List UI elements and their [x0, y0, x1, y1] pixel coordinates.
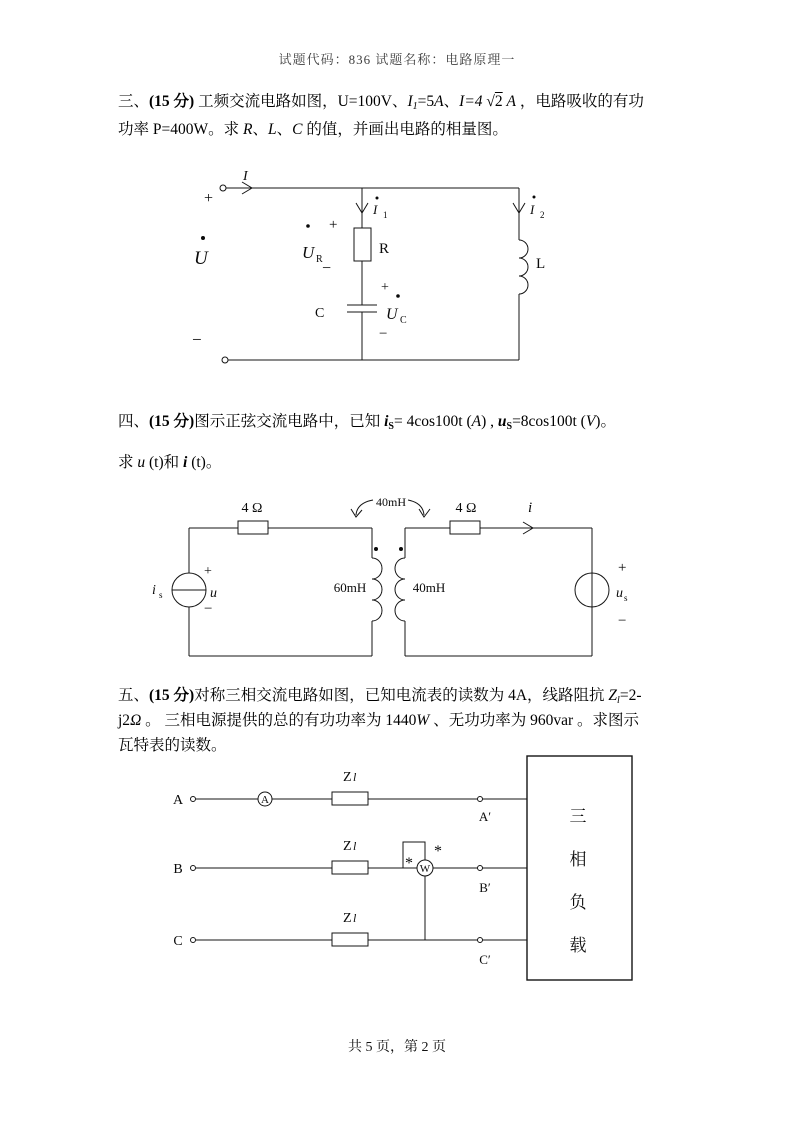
q5-wattmeter-letter: W — [419, 863, 431, 875]
q5-label-zl-b: Z — [343, 839, 352, 854]
q5-label-zl-c: Z — [343, 911, 352, 926]
q3-label-UC-sub: C — [400, 315, 407, 326]
q5-label-zl-a-sub: l — [353, 770, 357, 784]
q3-phasor-dot-I2 — [533, 196, 536, 199]
q3-label-UR-sub: R — [316, 254, 323, 265]
q3-label-U: U — [194, 248, 208, 269]
q5-statement-line-3: 瓦特表的读数。 — [118, 737, 227, 754]
q4-label-minus-right: − — [618, 613, 627, 629]
q3-inductor-coil — [519, 240, 528, 294]
q3-label-I1: I — [373, 202, 378, 217]
q3-phasor-dot-UC — [396, 294, 400, 298]
q5-load-char-4: 载 — [569, 936, 587, 955]
q5-circuit-diagram — [168, 750, 673, 995]
q4-primary-coil — [372, 558, 382, 621]
q4-label-l2: 40mH — [412, 580, 446, 595]
q3-label-I1-sub: 1 — [383, 210, 388, 220]
q5-label-zl-a: Z — [343, 770, 352, 785]
q3-label-minus-UR: − — [322, 260, 332, 277]
q3-label-I2-sub: 2 — [540, 210, 545, 220]
q3-label-plus-source: + — [204, 190, 214, 207]
q4-label-minus-left: − — [204, 601, 213, 617]
q4-wires — [189, 528, 592, 656]
q4-label-us-sub: s — [624, 593, 628, 603]
q5-load-char-2: 相 — [569, 850, 587, 869]
q3-label-plus-UR: + — [329, 217, 338, 233]
q4-secondary-coil — [395, 558, 405, 621]
q3-label-UR: U — [302, 243, 315, 262]
q5-statement-line-2: j2Ω 。 三相电源提供的总的有功功率为 1440W 、无功功率为 960var 。求图示 — [118, 712, 640, 729]
q4-label-is: i — [152, 583, 156, 598]
q4-statement-line-1: 四、(15 分)图示正弦交流电路中，已知 $i_S= 4\cos 100t$ (A) , $u_S=8\cos 100t$ (V)。 — [118, 413, 616, 432]
q5-node-c-prime — [478, 938, 483, 943]
q4-coupling-dot-right — [399, 547, 403, 551]
q5-impedance-a-body — [332, 792, 368, 805]
q5-ammeter-letter: A — [261, 794, 269, 806]
q4-resistor2-body — [450, 521, 480, 534]
q4-mutual-arrow-right — [408, 500, 430, 517]
q4-label-plus-left: + — [204, 564, 212, 579]
q5-impedance-b-body — [332, 861, 368, 874]
q5-star-voltage-coil: * — [434, 843, 442, 860]
q3-statement-line-2: 功率 P=400W。求 R、L、C 的值，并画出电路的相量图。 — [118, 121, 508, 138]
q3-phasor-dot-UR — [306, 224, 310, 228]
q5-label-node-a: A′ — [478, 809, 492, 824]
q4-label-mutual: 40mH — [376, 495, 406, 509]
q4-label-us: u — [616, 586, 623, 601]
q4-coupling-dot-left — [374, 547, 378, 551]
q3-label-R: R — [379, 241, 390, 257]
q5-label-node-b: B′ — [479, 880, 491, 895]
q4-label-r1: 4 Ω — [241, 501, 263, 516]
page-footer: 共 5 页，第 2 页 — [348, 1040, 446, 1055]
q4-label-u: u — [210, 586, 217, 601]
q4-label-r2: 4 Ω — [455, 501, 477, 516]
q5-label-zl-b-sub: l — [353, 839, 357, 853]
q5-terminal-b — [191, 866, 196, 871]
q4-mutual-arrow-left — [351, 500, 373, 517]
q3-phasor-dot-U — [201, 236, 205, 240]
q4-label-plus-right: + — [618, 560, 627, 576]
q4-resistor1-body — [238, 521, 268, 534]
q5-label-zl-c-sub: l — [353, 911, 357, 925]
q4-label-i: i — [528, 500, 533, 516]
q5-load-char-3: 负 — [569, 893, 587, 912]
q5-label-phase-c: C — [173, 934, 183, 949]
q4-statement-line-2: 求 u (t)和 i (t)。 — [118, 454, 222, 471]
q3-circuit-diagram — [185, 160, 565, 375]
q5-label-phase-a: A — [172, 793, 184, 808]
q5-node-b-prime — [478, 866, 483, 871]
q5-node-a-prime — [478, 797, 483, 802]
q3-label-current-I: I — [243, 169, 248, 184]
q5-impedance-c-body — [332, 933, 368, 946]
q3-resistor-body — [354, 228, 371, 261]
q3-label-minus-UC: − — [379, 326, 388, 342]
q3-phasor-dot-I1 — [376, 197, 379, 200]
q5-label-node-c: C′ — [479, 952, 491, 967]
q4-label-l1: 60mH — [333, 580, 367, 595]
q4-circuit-diagram — [140, 490, 660, 665]
page-header: 试题代码：836 试题名称：电路原理一 — [278, 52, 516, 67]
q3-label-I2: I — [530, 202, 535, 217]
q5-star-current-coil: * — [405, 855, 413, 872]
q5-statement-line-1: 五、(15 分)对称三相交流电路如图，已知电流表的读数为 4A，线路阻抗 $Z_l=2-$ — [118, 687, 642, 706]
q3-label-C: C — [315, 306, 325, 321]
q3-label-L: L — [536, 256, 546, 272]
q4-label-is-sub: s — [159, 590, 163, 600]
q3-label-UC: U — [386, 306, 398, 323]
q3-label-plus-UC: + — [381, 280, 389, 295]
q5-load-char-1: 三 — [569, 807, 587, 826]
q5-terminal-c — [191, 938, 196, 943]
q3-terminal-top — [220, 185, 226, 191]
q3-terminal-bottom — [222, 357, 228, 363]
q5-terminal-a — [191, 797, 196, 802]
q3-statement-line-1: 三、(15 分) 工频交流电路如图，U=100V、$I_1=5A$、I=4 √2 A ，电路吸收的有功 — [118, 93, 644, 112]
q3-label-minus-source: − — [192, 330, 202, 349]
q5-label-phase-b: B — [173, 862, 183, 877]
